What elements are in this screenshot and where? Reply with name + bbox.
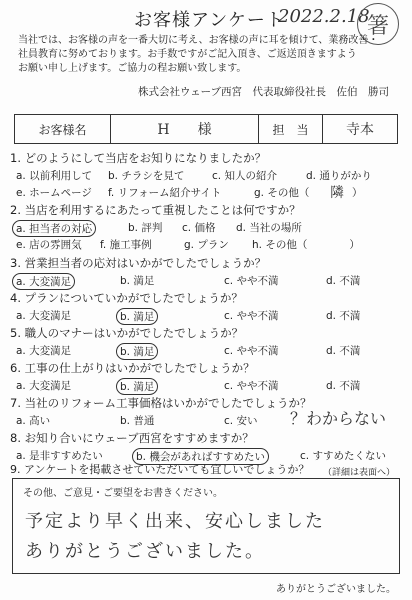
q2-option-a-selected: a. 担当者の対応	[12, 220, 96, 237]
company-signature: 株式会社ウェーブ西宮 代表取締役社長 佐伯 勝司	[138, 86, 390, 98]
question-1: 1. どのようにして当店をお知りになりましたか？	[10, 151, 267, 165]
q2-option-e: e. 店の雰囲気	[16, 239, 82, 251]
q1-option-a: a. 以前利用して	[16, 170, 93, 182]
q7-handwritten-note: ？わからない	[290, 409, 387, 428]
q7-option-b: b. 普通	[120, 415, 155, 427]
q3-option-b: b. 満足	[120, 275, 155, 287]
q5-option-b-selected: b. 満足	[116, 343, 158, 360]
q2-option-c: c. 価格	[182, 222, 216, 234]
q1-option-b: b. チラシを見て	[108, 170, 185, 182]
q9-detail-note: （詳細は表面へ）	[322, 468, 395, 478]
intro-text	[18, 34, 398, 76]
staff-label: 担 当	[259, 115, 323, 143]
q8-option-a: a. 是非すすめたい	[16, 450, 103, 462]
customer-name-label: お客様名	[15, 115, 111, 143]
question-8: 8. お知り合いにウェーブ西宮をすすめますか？	[10, 431, 254, 445]
q1-option-f: f. リフォーム紹介サイト	[108, 187, 222, 199]
q6-option-a: a. 大変満足	[16, 380, 72, 392]
question-9: 9. アンケートを掲載させていただいても宜しいでしょうか？	[10, 463, 310, 476]
question-6: 6. 工事の仕上がりはいかがでしたでしょうか？	[10, 361, 255, 375]
intro-line: お願い申し上げます。ご協力の程お願い致します。	[18, 63, 247, 74]
footer-thanks: ありがとうございました。	[276, 584, 396, 595]
staff-value: 寺本	[346, 122, 374, 138]
q5-option-c: c. やや不満	[224, 345, 279, 357]
q1-option-c: c. 知人の紹介	[212, 170, 277, 182]
q4-option-c: c. やや不満	[224, 310, 279, 322]
comment-label: その他、ご意見・ご要望をお書きください。	[23, 488, 223, 499]
question-2: 2. 当店を利用するにあたって重視したことは何ですか？	[10, 203, 301, 217]
intro-line: 当社では、お客様の声を一番大切に考え、お客様の声に耳を傾けて、業務改善・	[18, 35, 379, 46]
q2-option-g: g. プラン	[184, 239, 229, 251]
question-3: 3. 営業担当者の応対はいかがでしたでしょうか？	[10, 256, 267, 270]
q2-option-d: d. 当社の場所	[236, 222, 302, 234]
q1-option-e: e. ホームページ	[16, 187, 92, 199]
q1-option-g-close: ）	[352, 187, 363, 199]
comment-line-2: ありがとうございました。	[25, 541, 265, 562]
q6-option-c: c. やや不満	[224, 380, 279, 392]
intro-line: 社員教育に努めております。お手数ですがご記入頂き、ご返送頂きますよう	[18, 49, 357, 60]
q4-option-b-selected: b. 満足	[116, 308, 158, 325]
q7-option-c: c. 安い	[224, 415, 258, 427]
q6-option-b-selected: b. 満足	[116, 378, 158, 395]
question-4: 4. プランについていかがでしたでしょうか？	[10, 291, 243, 305]
q6-option-d: d. 不満	[326, 380, 361, 392]
survey-title: お客様アンケート	[134, 10, 285, 31]
handwritten-date: 2022.2.18	[278, 6, 370, 27]
comment-line-1: 予定より早く出来、安心しました	[25, 511, 325, 532]
q3-option-c: c. やや不満	[224, 275, 279, 287]
q5-option-a: a. 大変満足	[16, 345, 72, 357]
q1-option-g: g. その他（	[254, 187, 310, 199]
q8-option-b-selected: b. 機会があればすすめたい	[132, 448, 269, 465]
q2-option-f: f. 施工事例	[100, 239, 152, 251]
q2-option-h: h. その他（ ）	[252, 239, 360, 251]
q4-option-d: d. 不満	[326, 310, 361, 322]
question-7: 7. 当社のリフォーム工事価格はいかがでしたでしょうか？	[10, 396, 312, 410]
question-5: 5. 職人のマナーはいかがでしたでしょうか？	[10, 326, 244, 340]
q4-option-a: a. 大変満足	[16, 310, 72, 322]
q1-other-note: 隣	[330, 185, 344, 201]
customer-info-table	[14, 114, 398, 144]
stamp-seal: 箸	[357, 3, 399, 45]
q8-option-c: c. すすめたくない	[300, 450, 387, 462]
q1-option-d: d. 通りがかり	[306, 170, 372, 182]
q3-option-a-selected: a. 大変満足	[12, 273, 75, 290]
q5-option-d: d. 不満	[326, 345, 361, 357]
q2-option-b: b. 評判	[128, 222, 163, 234]
q7-option-a: a. 高い	[16, 415, 51, 427]
customer-name-value: H 様	[111, 115, 259, 143]
q3-option-d: d. 不満	[326, 275, 361, 287]
